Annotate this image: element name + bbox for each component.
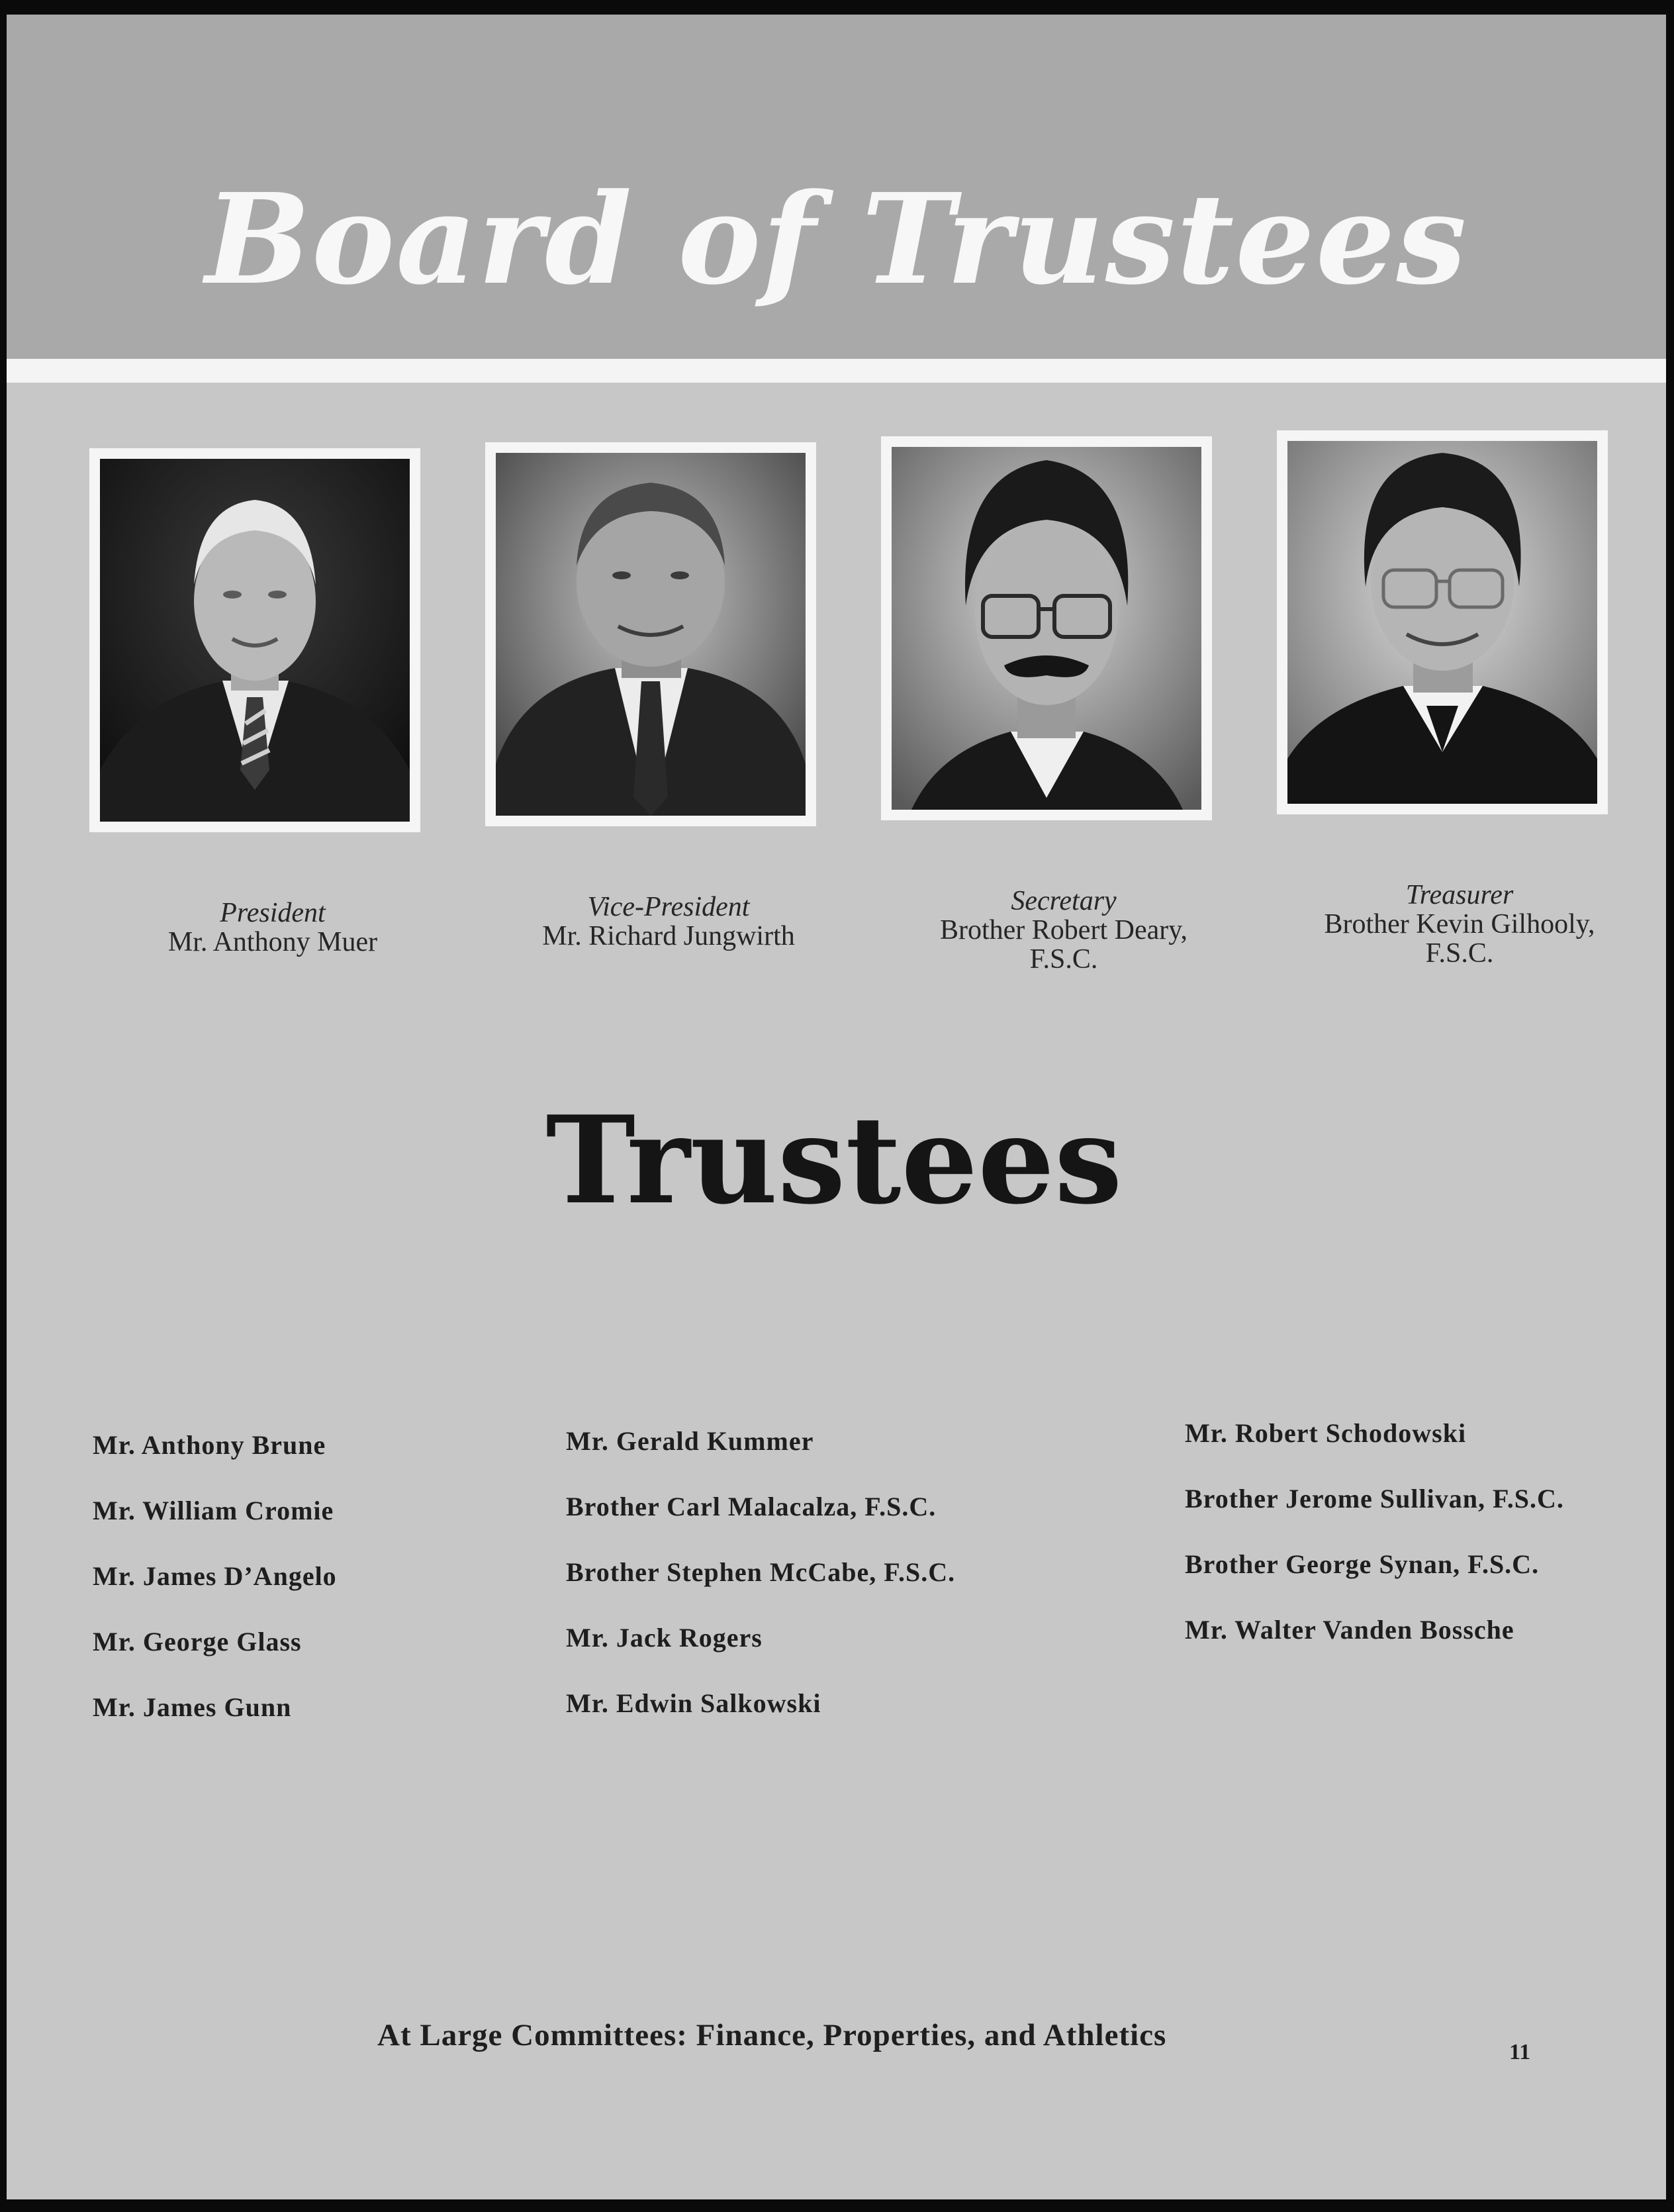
- trustees-column: [1185, 1417, 1564, 1679]
- trustee-name: Mr. James Gunn: [93, 1692, 292, 1722]
- portrait-treasurer: [1277, 430, 1608, 814]
- officer-name: Brother Kevin Gilhooly, F.S.C.: [1324, 909, 1595, 969]
- trustee-name: Mr. Robert Schodowski: [1185, 1418, 1467, 1448]
- trustee-name: Mr. Gerald Kummer: [566, 1426, 814, 1456]
- trustee-name: Mr. William Cromie: [93, 1496, 334, 1525]
- page-title: Board of Trustees: [205, 166, 1468, 313]
- trustee-name: Brother Stephen McCabe, F.S.C.: [566, 1557, 956, 1587]
- trustee-name: Mr. George Glass: [93, 1627, 302, 1657]
- yearbook-page: [7, 15, 1666, 2199]
- portrait-president: [89, 448, 420, 832]
- portrait-photo: [1287, 441, 1597, 804]
- officer-caption-vice-president: [463, 892, 874, 951]
- officer-name: Mr. Richard Jungwirth: [542, 921, 795, 951]
- portrait-photo: [892, 447, 1201, 810]
- officer-caption-president: [68, 898, 478, 957]
- committees-note: At Large Committees: Finance, Properties, and Athletics: [377, 2018, 1167, 2052]
- trustee-name: Brother George Synan, F.S.C.: [1185, 1549, 1540, 1579]
- trustee-name: Mr. James D’Angelo: [93, 1561, 337, 1591]
- officer-role: President: [220, 898, 326, 928]
- trustee-name: Brother Jerome Sullivan, F.S.C.: [1185, 1484, 1564, 1514]
- page-number: 11: [1509, 2040, 1531, 2064]
- trustee-name: Mr. Anthony Brune: [93, 1430, 326, 1460]
- trustees-heading: Trustees: [545, 1089, 1123, 1231]
- officer-caption-secretary: [859, 887, 1269, 974]
- portrait-vice-president: [485, 442, 816, 826]
- officer-name: Brother Robert Deary, F.S.C.: [940, 915, 1187, 975]
- trustee-name: Mr. Jack Rogers: [566, 1623, 763, 1653]
- trustees-column: [566, 1425, 955, 1753]
- officer-name: Mr. Anthony Muer: [167, 927, 378, 957]
- portrait-photo: [496, 453, 806, 816]
- officer-role: Secretary: [1011, 886, 1117, 916]
- header-divider: [7, 359, 1666, 383]
- officer-role: Vice-President: [587, 892, 750, 922]
- portrait-photo: [100, 459, 410, 822]
- trustee-name: Mr. Edwin Salkowski: [566, 1688, 821, 1718]
- officer-role: Treasurer: [1405, 880, 1514, 910]
- officer-caption-treasurer: [1254, 881, 1665, 968]
- trustee-name: Mr. Walter Vanden Bossche: [1185, 1615, 1514, 1645]
- trustees-column: [93, 1429, 337, 1756]
- portrait-secretary: [881, 436, 1212, 820]
- trustee-name: Brother Carl Malacalza, F.S.C.: [566, 1492, 937, 1521]
